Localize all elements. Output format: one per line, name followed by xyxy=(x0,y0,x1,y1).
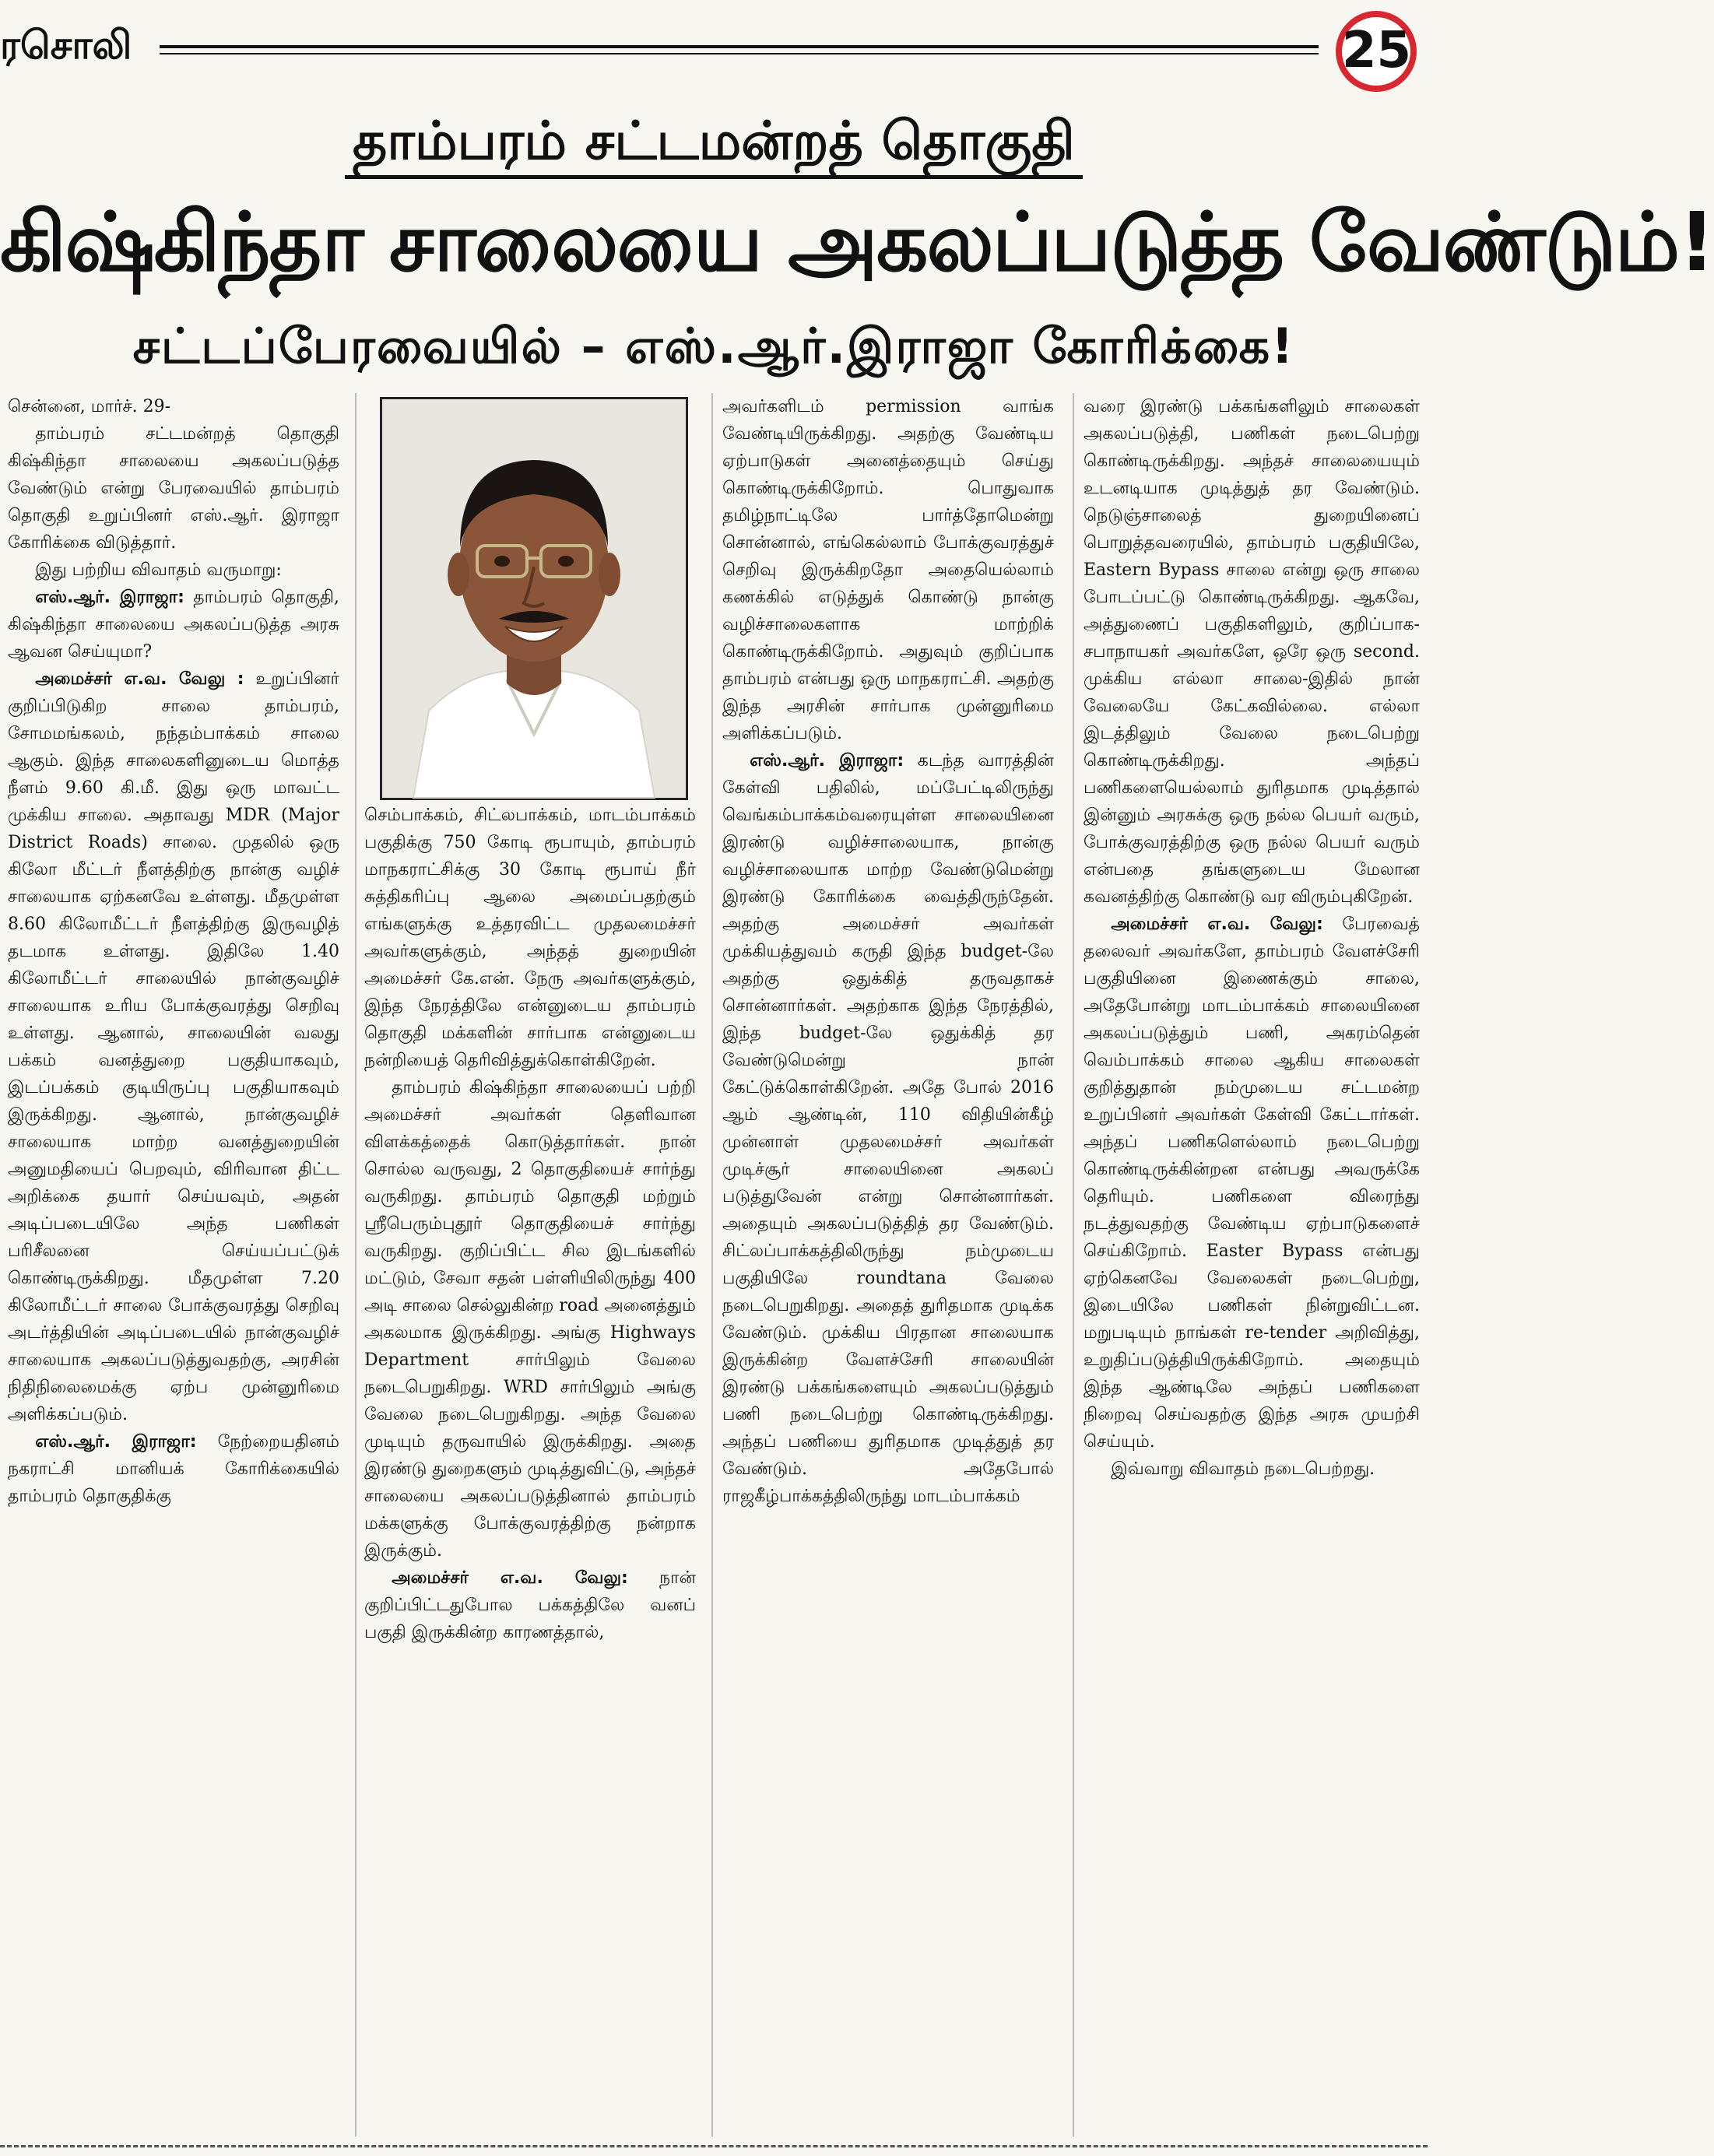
portrait-illustration xyxy=(382,399,686,798)
article-paragraph xyxy=(8,420,339,557)
speaker-name: அமைச்சர் எ.வ. வேலு : xyxy=(35,669,244,689)
constituency-kicker xyxy=(0,107,1428,176)
article-paragraph xyxy=(722,747,1054,1510)
column-divider xyxy=(1073,393,1074,2137)
article-paragraph xyxy=(364,802,696,1074)
article-paragraph xyxy=(8,1428,339,1510)
portrait-photo xyxy=(380,397,688,800)
paragraph-text: செம்பாக்கம், சிட்லபாக்கம், மாடம்பாக்கம் பகுதிக்கு 750 கோடி ரூபாயும், தாம்பரம் மாநகராட்சிக்கு 30 கோடி ரூபாய் நீர் சுத்திகரிப்பு ஆலை அமைப்பதற்கும் எங்களுக்கு உத்தரவிட்ட முதலமைச்சர் அவர்களுக்கும், அந்தத் துறையின் அமைச்சர் கே.என். நேரு அவர்களுக்கும், இந்த நேரத்திலே என்னுடைய தாம்பரம் தொகுதி மக்களின் சார்பாக என்னுடைய நன்றியைத் தெரிவித்துக்கொள்கிறேன். xyxy=(364,806,696,1070)
paragraph-text: கடந்த வாரத்தின் கேள்வி பதிலில், மப்பேட்டிலிருந்து வெங்கம்பாக்கம்வரையுள்ள சாலையினை இரண்டு வழிச்சாலையாக, நான்கு வழிச்சாலையாக மாற்ற வேண்டுமென்று இரண்டு கோரிக்கை வைத்திருந்தேன். அதற்கு அமைச்சர் அவர்கள் முக்கியத்துவம் கருதி இந்த budget-லே அதற்கு ஒதுக்கித் தருவதாகச் சொன்னார்கள். அதற்காக இந்த நேரத்தில், இந்த budget-லே ஒதுக்கித் தர வேண்டுமென்று நான் கேட்டுக்கொள்கிறேன். அதே போல் 2016 ஆம் ஆண்டின், 110 விதியின்கீழ் முன்னாள் முதலமைச்சர் அவர்கள் முடிச்சூர் சாலையினை அகலப் படுத்துவேன் என்று சொன்னார்கள். அதையும் அகலப்படுத்தித் தர வேண்டும். சிட்லப்பாக்கத்திலிருந்து நம்முடைய பகுதியிலே roundtana வேலை நடைபெறுகிறது. அதைத் துரிதமாக முடிக்க வேண்டும். முக்கிய பிரதான சாலையாக இருக்கின்ற வேளச்சேரி சாலையின் இரண்டு பக்கங்களையும் அகலப்படுத்தும் பணி நடைபெற்று கொண்டிருக்கிறது. அந்தப் பணியை துரிதமாக முடித்துத் தர வேண்டும். அதேபோல் ராஜகீழ்பாக்கத்திலிருந்து மாடம்பாக்கம் xyxy=(722,751,1055,1506)
article-column-3 xyxy=(722,393,1054,2144)
article-paragraph xyxy=(1084,911,1420,1455)
masthead-rule xyxy=(160,45,1319,48)
paragraph-text: அவர்களிடம் permission வாங்க வேண்டியிருக்கிறது. அதற்கு வேண்டிய ஏற்பாடுகள் அனைத்தையும் செய்து கொண்டிருக்கிறோம். பொதுவாக தமிழ்நாட்டிலே பார்த்தோமென்று சொன்னால், எங்கெல்லாம் போக்குவரத்துச் செறிவு இருக்கிறதோ அதையெல்லாம் கணக்கில் எடுத்துக் கொண்டு நான்கு வழிச்சாலைகளாக மாற்றிக் கொண்டிருக்கிறோம். அதுவும் குறிப்பாக தாம்பரம் என்பது ஒரு மாநகராட்சி. அதற்கு இந்த அரசின் சார்பாக முன்னுரிமை அளிக்கப்படும். xyxy=(722,397,1054,743)
article-paragraph xyxy=(722,393,1054,747)
paragraph-text: இவ்வாறு விவாதம் நடைபெற்றது. xyxy=(1111,1459,1375,1479)
paragraph-text: தாம்பரம் கிஷ்கிந்தா சாலையைப் பற்றி அமைச்சர் அவர்கள் தெளிவான விளக்கத்தைக் கொடுத்தார்கள். நான் சொல்ல வருவது, 2 தொகுதியைச் சார்ந்து வருகிறது. தாம்பரம் தொகுதி மற்றும் ஸ்ரீபெரும்புதூர் தொகுதியைச் சார்ந்து வருகிறது. குறிப்பிட்ட சில இடங்களில் மட்டும், சேவா சதன் பள்ளியிலிருந்து 400 அடி சாலை செல்லுகின்ற road அனைத்தும் அகலமாக இருக்கிறது. அங்கு Highways Department சார்பிலும் வேலை நடைபெறுகிறது. WRD சார்பிலும் அங்கு வேலை நடைபெறுகிறது. அந்த வேலை முடியும் தருவாயில் இருக்கிறது. அதை இரண்டு துறைகளும் முடித்துவிட்டு, அந்தச் சாலையை அகலப்படுத்தினால் தாம்பரம் மக்களுக்கு போக்குவரத்திற்கு நன்றாக இருக்கும். xyxy=(364,1078,696,1561)
paragraph-text: வரை இரண்டு பக்கங்களிலும் சாலைகள் அகலப்படுத்தி, பணிகள் நடைபெற்று கொண்டிருக்கிறது. அந்தச் சாலையையும் உடனடியாக முடித்துத் தர வேண்டும். நெடுஞ்சாலைத் துறையினைப் பொறுத்தவரையில், தாம்பரம் பகுதியிலே, Eastern Bypass சாலை என்று ஒரு சாலை போடப்பட்டு கொண்டிருக்கிறது. ஆகவே, அத்துணைப் பகுதிகளிலும், குறிப்பாக- சபாநாயகர் அவர்களே, ஒரே ஒரு second. முக்கிய எல்லா சாலை-இதில் நான் வேலையே கேட்கவில்லை. எல்லா இடத்திலும் வேலை நடைபெற்று கொண்டிருக்கிறது. அந்தப் பணிகளையெல்லாம் துரிதமாக முடித்தால் இன்னும் அரசுக்கு ஒரு நல்ல பெயர் வரும், போக்குவரத்திற்கு ஒரு நல்ல பெயர் வரும் என்பதை தங்களுடைய மேலான கவனத்திற்கு கொண்டு வர விரும்புகிறேன். xyxy=(1084,397,1420,907)
headline: கிஷ்கிந்தா சாலையை அகலப்படுத்த வேண்டும்! xyxy=(0,195,1714,290)
article-paragraph xyxy=(8,393,339,420)
speaker-name: எஸ்.ஆர். இராஜா: xyxy=(35,1432,197,1452)
paragraph-text: நேற்றையதினம் நகராட்சி மானியக் கோரிக்கையில் தாம்பரம் தொகுதிக்கு xyxy=(8,1432,339,1506)
column-divider xyxy=(711,393,713,2137)
subheadline: சட்டப்பேரவையில் – எஸ்.ஆர்.இராஜா கோரிக்கை! xyxy=(132,318,1295,374)
constituency-text: தாம்பரம் சட்டமன்றத் தொகுதி xyxy=(345,111,1083,179)
article-column-4 xyxy=(1084,393,1420,2144)
paragraph-text: உறுப்பினர் குறிப்பிடுகிற சாலை தாம்பரம், சோமமங்கலம், நந்தம்பாக்கம் சாலை ஆகும். இந்த சாலைகளினுடைய மொத்த நீளம் 9.60 கி.மீ. இது ஒரு மாவட்ட முக்கிய சாலை. அதாவது MDR (Major District Roads) சாலை. முதலில் ஒரு கிலோ மீட்டர் நீளத்திற்கு நான்கு வழிச் சாலையாக ஏற்கனவே உள்ளது. மீதமுள்ள 8.60 கிலோமீட்டர் நீளத்திற்கு இருவழித் தடமாக உள்ளது. இதிலே 1.40 கிலோமீட்டர் சாலையில் நான்குவழிச் சாலையாக உரிய போக்குவரத்து செறிவு உள்ளது. ஆனால், சாலையின் வலது பக்கம் வனத்துறை பகுதியாகவும், இடப்பக்கம் குடியிருப்பு பகுதியாகவும் இருக்கிறது. ஆனால், நான்குவழிச் சாலையாக மாற்ற வனத்துறையின் அனுமதியைப் பெறவும், விரிவான திட்ட அறிக்கை தயார் செய்யவும், அதன் அடிப்படையிலே அந்த பணிகள் பரிசீலனை செய்யப்பட்டுக் கொண்டிருக்கிறது. மீதமுள்ள 7.20 கிலோமீட்டர் சாலை போக்குவரத்து செறிவு அடர்த்தியின் அடிப்படையில் நான்குவழிச் சாலையாக அகலப்படுத்துவதற்கு, அரசின் நிதிநிலைமைக்கு ஏற்ப முன்னுரிமை அளிக்கப்படும். xyxy=(8,669,339,1424)
paragraph-text: தாம்பரம் சட்டமன்றத் தொகுதி கிஷ்கிந்தா சாலையை அகலப்படுத்த வேண்டும் என்று பேரவையில் தாம்பரம் தொகுதி உறுப்பினர் எஸ்.ஆர். இராஜா கோரிக்கை விடுத்தார். xyxy=(8,424,339,553)
speaker-name: அமைச்சர் எ.வ. வேலு: xyxy=(392,1568,628,1588)
speaker-name: அமைச்சர் எ.வ. வேலு: xyxy=(1111,915,1323,934)
speaker-name: எஸ்.ஆர். இராஜா: xyxy=(35,588,184,607)
paragraph-text: சென்னை, மார்ச். 29- xyxy=(8,397,171,416)
article-paragraph xyxy=(8,665,339,1428)
page-number-badge: 25 xyxy=(1336,11,1417,92)
page-bottom-rule xyxy=(0,2145,1428,2147)
article-paragraph xyxy=(364,1564,696,1646)
article-paragraph xyxy=(364,1074,696,1564)
article-paragraph xyxy=(1084,1455,1420,1483)
paragraph-text: பேரவைத் தலைவர் அவர்களே, தாம்பரம் வேளச்சேரி பகுதியினை இணைக்கும் சாலை, அதேபோன்று மாடம்பாக்கம் சாலையினை அகலப்படுத்தும் பணி, அகரம்தென் வெம்பாக்கம் சாலை ஆகிய சாலைகள் குறித்துதான் நம்முடைய சட்டமன்ற உறுப்பினர் அவர்கள் கேள்வி கேட்டார்கள். அந்தப் பணிகளெல்லாம் நடைபெற்று கொண்டிருக்கின்றன என்பது அவருக்கே தெரியும். பணிகளை விரைந்து நடத்துவதற்கு வேண்டிய ஏற்பாடுகளைச் செய்கிறோம். Easter Bypass என்பது ஏற்கெனவே வேலைகள் நடைபெற்று, இடையிலே பணிகள் நின்றுவிட்டன. மறுபடியும் நாங்கள் re-tender அறிவித்து, உறுதிப்படுத்தியிருக்கிறோம். அதையும் இந்த ஆண்டிலே அந்தப் பணிகளை நிறைவு செய்வதற்கு இந்த அரசு முயற்சி செய்யும். xyxy=(1084,915,1420,1452)
article-paragraph xyxy=(1084,393,1420,911)
speaker-name: எஸ்.ஆர். இராஜா: xyxy=(750,751,904,771)
article-paragraph xyxy=(8,584,339,665)
paper-name: ரசொலி xyxy=(0,23,132,68)
paragraph-text: தாம்பரம் தொகுதி, கிஷ்கிந்தா சாலையை அகலப்படுத்த அரசு ஆவன செய்யுமா? xyxy=(8,588,339,662)
masthead xyxy=(0,17,1428,92)
paragraph-text: இது பற்றிய விவாதம் வருமாறு: xyxy=(35,560,282,580)
article-paragraph xyxy=(8,557,339,584)
article-column-2 xyxy=(364,802,696,2144)
column-divider xyxy=(355,393,356,2137)
masthead-rule-thin xyxy=(160,53,1319,54)
article-column-1 xyxy=(8,393,339,2144)
paragraph-text: நான் குறிப்பிட்டதுபோல பக்கத்திலே வனப் பகுதி இருக்கின்ற காரணத்தால், xyxy=(364,1568,696,1642)
